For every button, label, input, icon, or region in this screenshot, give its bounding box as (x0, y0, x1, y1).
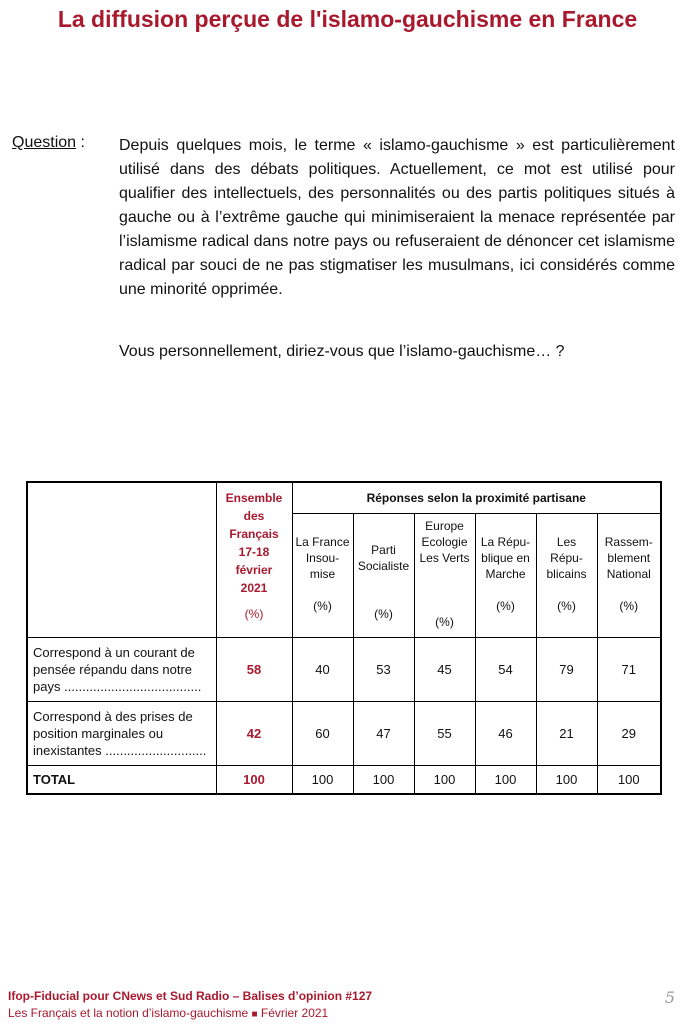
header-empty-cell (27, 482, 216, 638)
party-header-rn (597, 514, 661, 638)
total-party-value: 100 (597, 766, 661, 794)
row-label-line: pays ...................................... (33, 679, 202, 694)
page-title: La diffusion perçue de l'islamo-gauchisme en France (57, 6, 638, 32)
party-name-line: La France (295, 535, 350, 549)
row-label-line: inexistantes ............................ (33, 743, 207, 758)
question-label-text: Question (12, 134, 77, 151)
row-label-line: Correspond à des prises de (33, 709, 193, 724)
party-value: 55 (414, 702, 475, 766)
partisan-group-header: Réponses selon la proximité partisane (292, 482, 661, 514)
party-value: 60 (292, 702, 353, 766)
party-value: 40 (292, 638, 353, 702)
party-name-line: Marche (485, 567, 526, 581)
party-header-lr (536, 514, 597, 638)
party-pct: (%) (619, 599, 639, 613)
page-number: 5 (664, 988, 675, 1007)
ensemble-header-line: 2021 (240, 581, 268, 595)
ensemble-header (216, 482, 292, 638)
total-party-value: 100 (536, 766, 597, 794)
results-table (26, 481, 662, 795)
party-pct: (%) (435, 615, 454, 629)
party-pct: (%) (496, 599, 515, 613)
party-name-line: Parti (371, 543, 396, 557)
party-value: 53 (353, 638, 414, 702)
ensemble-header-line: des (243, 509, 265, 523)
party-header-lrem (475, 514, 536, 638)
row-label-line: pensée répandu dans notre (33, 662, 193, 677)
party-name-line: blique en (481, 551, 530, 565)
total-row (27, 766, 661, 794)
party-value: 29 (597, 702, 661, 766)
total-party-value: 100 (475, 766, 536, 794)
party-name-line: Insou- (305, 551, 340, 565)
ensemble-header-line: février (235, 563, 273, 577)
header-row-1 (27, 482, 661, 514)
party-value: 46 (475, 702, 536, 766)
total-party-value: 100 (414, 766, 475, 794)
question-text: Depuis quelques mois, le terme « islamo-gauchisme » est particulièrement utilisé dans des débats politiques. Actuellement, ce mot est utilisé pour qualifier des intellectuels, des personnalités ou des partis politiques situés à gauche ou à l’extrême gauche qui minimiseraient la menace représentée par l’islamisme radical dans notre pays ou refuseraient de dénoncer cet islamisme radical par souci de ne pas stigmatiser les musulmans, ici considérés comme une minorité opprimée. (119, 137, 675, 298)
ensemble-value: 58 (216, 638, 292, 702)
party-pct: (%) (557, 599, 576, 613)
party-value: 79 (536, 638, 597, 702)
ensemble-header-line: 17-18 (238, 545, 270, 559)
party-value: 21 (536, 702, 597, 766)
party-name-line: Les (556, 535, 577, 549)
party-name-line: blement (607, 551, 651, 565)
party-name-line: Socialiste (357, 559, 410, 573)
total-label: TOTAL (27, 766, 216, 794)
question-prompt: Vous personnellement, diriez-vous que l’islamo-gauchisme… ? (119, 343, 565, 360)
party-name-line: Rassem- (604, 535, 653, 549)
ensemble-pct: (%) (244, 607, 264, 621)
party-value: 71 (597, 638, 661, 702)
table-row (27, 638, 661, 702)
footer-date: Février 2021 (260, 1006, 329, 1020)
party-pct: (%) (374, 607, 393, 621)
row-label (27, 702, 216, 766)
total-party-value: 100 (292, 766, 353, 794)
total-party-value: 100 (353, 766, 414, 794)
party-header-ps (353, 514, 414, 638)
ensemble-header-line: Ensemble (225, 491, 283, 505)
party-value: 47 (353, 702, 414, 766)
party-name-line: mise (309, 567, 336, 581)
party-value: 54 (475, 638, 536, 702)
footer-subtitle (8, 1006, 328, 1020)
total-ensemble-value: 100 (216, 766, 292, 794)
question-label (12, 134, 85, 152)
party-header-lfi (292, 514, 353, 638)
party-name-line: Ecologie (421, 535, 468, 549)
table-row (27, 702, 661, 766)
ensemble-header-line: Français (229, 527, 279, 541)
party-name-line: Les Verts (419, 551, 470, 565)
footer-separator: ■ (251, 1009, 258, 1020)
row-label-line: position marginales ou (33, 726, 164, 741)
party-name-line: National (606, 567, 651, 581)
party-name-line: Europe (425, 519, 464, 533)
party-name-line: Répu- (550, 551, 583, 565)
party-pct: (%) (313, 599, 332, 613)
footer-source: Ifop-Fiducial pour CNews et Sud Radio – Balises d’opinion #127 (8, 989, 373, 1003)
footer-study-title: Les Français et la notion d’islamo-gauchisme (8, 1006, 249, 1020)
party-header-eelv (414, 514, 475, 638)
ensemble-value: 42 (216, 702, 292, 766)
row-label (27, 638, 216, 702)
party-name-line: La Répu- (480, 535, 531, 549)
question-label-suffix: : (76, 134, 85, 151)
party-name-line: blicains (546, 567, 587, 581)
party-value: 45 (414, 638, 475, 702)
row-label-line: Correspond à un courant de (33, 645, 195, 660)
